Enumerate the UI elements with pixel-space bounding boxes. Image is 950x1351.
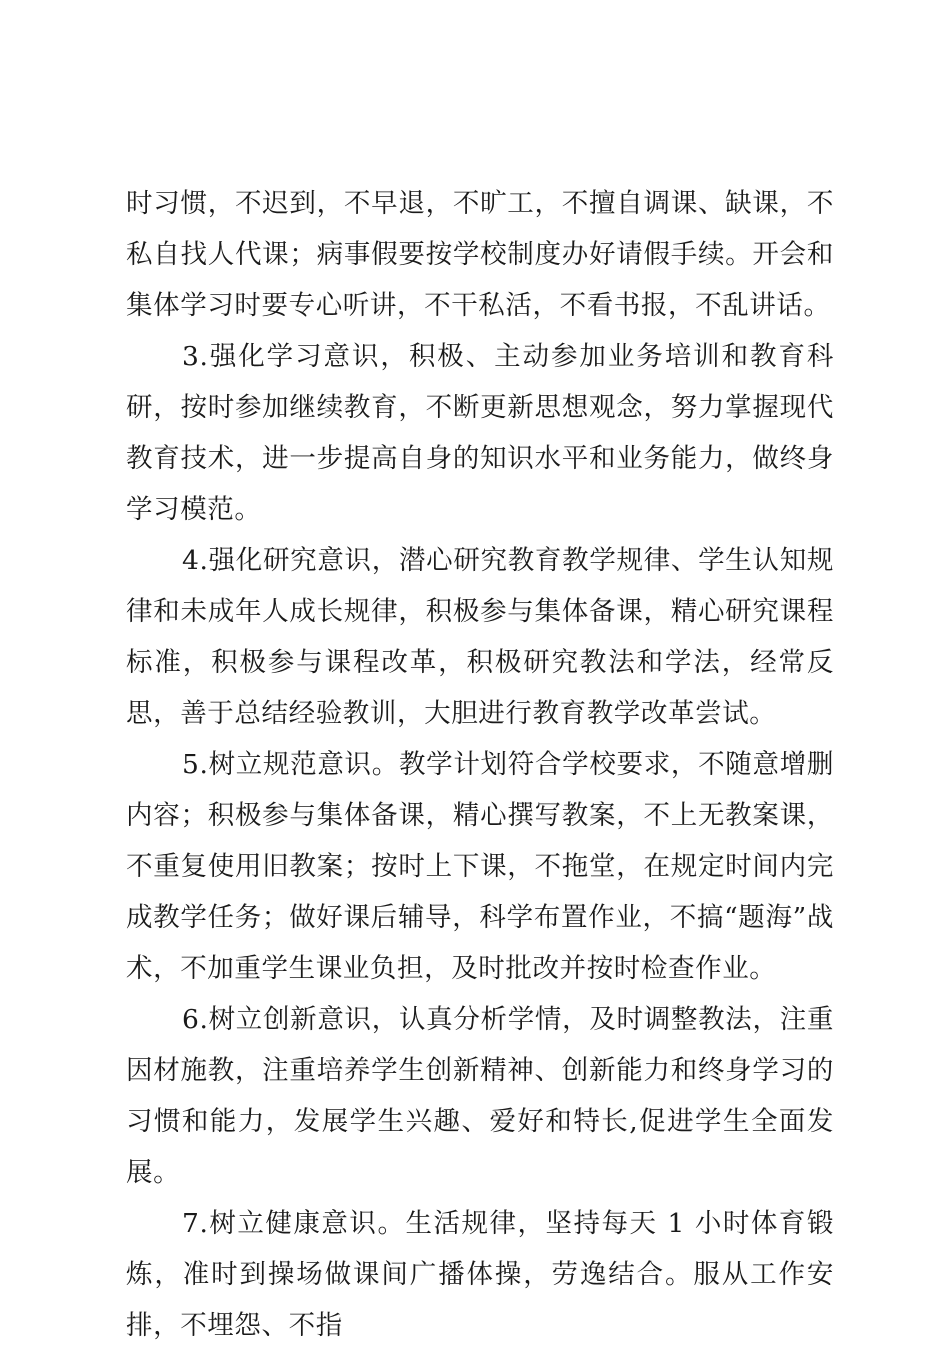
paragraph-item-4: 4.强化研究意识，潜心研究教育教学规律、学生认知规律和未成年人成长规律，积极参与集体备课，精心研究课程标准，积极参与课程改革，积极研究教法和学法，经常反思，善于总结经验教训，大胆进行教育教学改革尝试。 (126, 545, 834, 729)
paragraph-item-3: 3.强化学习意识，积极、主动参加业务培训和教育科研，按时参加继续教育，不断更新思想观念，努力掌握现代教育技术，进一步提高自身的知识水平和业务能力，做终身学习模范。 (126, 341, 834, 525)
paragraph-item-6: 6.树立创新意识，认真分析学情，及时调整教法，注重因材施教，注重培养学生创新精神、创新能力和终身学习的习惯和能力，发展学生兴趣、爱好和特长,促进学生全面发展。 (126, 1004, 834, 1188)
paragraph-continued: 时习惯，不迟到，不早退，不旷工，不擅自调课、缺课，不私自找人代课；病事假要按学校制度办好请假手续。开会和集体学习时要专心听讲，不干私活，不看书报，不乱讲话。 (126, 188, 834, 321)
paragraph-item-5: 5.树立规范意识。教学计划符合学校要求，不随意增删内容；积极参与集体备课，精心撰写教案，不上无教案课，不重复使用旧教案；按时上下课，不拖堂，在规定时间内完成教学任务；做好课后辅导，科学布置作业，不搞“题海”战术，不加重学生课业负担，及时批改并按时检查作业。 (126, 749, 834, 984)
paragraph-item-7: 7.树立健康意识。生活规律，坚持每天 1 小时体育锻炼，准时到操场做课间广播体操，劳逸结合。服从工作安排，不埋怨、不指 (126, 1208, 834, 1341)
document-page (126, 178, 834, 1351)
